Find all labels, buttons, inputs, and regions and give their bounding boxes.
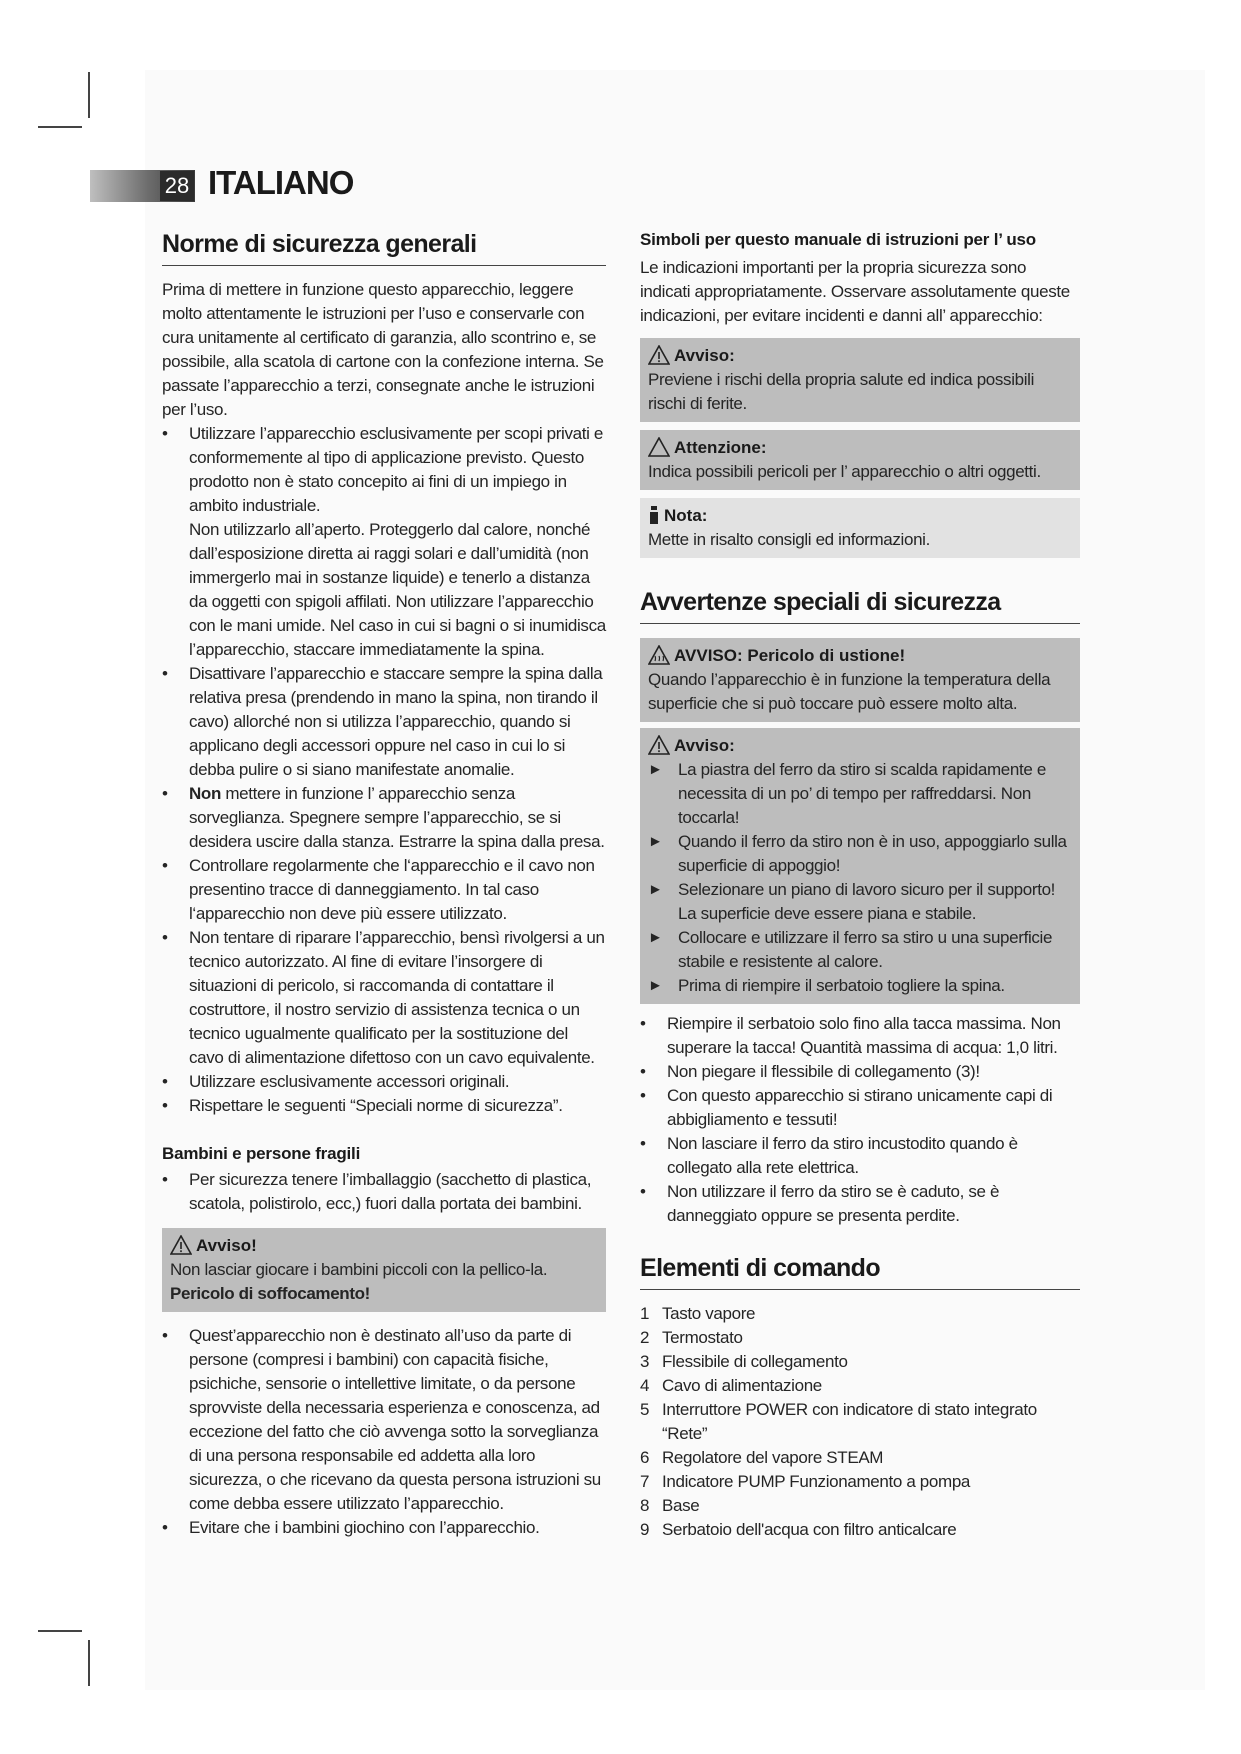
right-column [640,230,1080,1542]
info-icon [648,505,660,525]
crop-mark [88,72,90,118]
list-item: 8 Base [640,1496,700,1515]
list-item: 2 Termostato [640,1328,743,1347]
children-heading: Bambini e persone fragili [162,1144,361,1163]
list-item: ► Collocare e utilizzare il ferro sa stiro u una superficie stabile e resistente al calore. [648,926,1072,974]
controls-list [640,1302,1080,1542]
box-text: Previene i rischi della propria salute ed indica possibili rischi di ferite. [648,370,1035,413]
warning-triangle-icon [170,1235,192,1255]
crop-mark [38,126,82,128]
avviso-list [648,758,1072,998]
hot-surface-icon [648,645,670,665]
symbols-intro: Le indicazioni importanti per la propria sicurezza sono indicati appropriatamente. Osservare assolutamente queste indicazioni, per evitare incidenti e danni all’ apparecchio: [640,258,1070,325]
intro-paragraph: Prima di mettere in funzione questo apparecchio, leggere molto attentamente le istruzioni per l’uso e conservarle con cura unitamente al certificato di garanzia, allo scontrino e, se possibile, alla scatola di cartone con la confezione interna. Se passate l’apparecchio a terzi, consegnate anche le istruzioni per l’uso. [162,280,604,419]
warning-triangle-icon [648,345,670,365]
special-list [640,1012,1080,1228]
list-item-continuation: Non utilizzarlo all’aperto. Proteggerlo dal calore, nonché dall’esposizione diretta ai raggi solari e dall’umidità (non immergerlo mai in sostanze liquide) e tenerlo a distanza da oggetti con spigoli affilati. Non utilizzare l’apparecchio con le mani umide. Nel caso in cui si bagni o si inumidisca l’apparecchio, staccare immediatamente la spina. [189,520,606,659]
list-item: ► La piastra del ferro da stiro si scalda rapidamente e necessita di un po’ di tempo per raffreddarsi. Non toccarla! [648,758,1072,830]
list-item: 5 Interruttore POWER con indicatore di stato integrato “Rete” [640,1400,1037,1443]
safety-list [162,422,606,1118]
warning-title: Avviso! [170,1234,598,1258]
list-item: • Utilizzare l’apparecchio esclusivamente per scopi privati e conformemente al tipo di applicazione previsto. Questo prodotto non è stato concepito ai fini di un impiego in ambito industriale. [162,422,606,518]
list-item: 3 Flessibile di collegamento [640,1352,848,1371]
list-item: • Controllare regolarmente che l‘apparecchio e il cavo non presentino tracce di danneggiamento. In tal caso l‘apparecchio non deve più essere utilizzato. [162,854,606,926]
box-title: Attenzione: [674,438,767,457]
crop-mark [38,1630,82,1632]
crop-mark [88,1640,90,1686]
list-item: ► Selezionare un piano di lavoro sicuro per il supporto! La superficie deve essere piana e stabile. [648,878,1072,926]
list-item: ► Prima di riempire il serbatoio togliere la spina. [648,974,1072,998]
warning-text: Non lasciar giocare i bambini piccoli con la pellico-la. Pericolo di soffocamento! [170,1260,548,1303]
list-item: • Non piegare il flessibile di collegamento (3)! [640,1060,1080,1084]
box-title: Nota: [664,506,708,525]
avviso-symbol-box [640,338,1080,422]
list-item: • Utilizzare esclusivamente accessori originali. [162,1070,606,1094]
box-text: Indica possibili pericoli per l’ apparecchio o altri oggetti. [648,462,1041,481]
symbols-heading: Simboli per questo manuale di istruzioni per l’ uso [640,230,1036,249]
list-item: 4 Cavo di alimentazione [640,1376,822,1395]
box-title: Avviso: [674,736,735,755]
box-title: AVVISO: Pericolo di ustione! [674,646,906,665]
page-number: 28 [160,171,194,201]
list-item: • Riempire il serbatoio solo fino alla tacca massima. Non superare la tacca! Quantità massima di acqua: 1,0 litri. [640,1012,1080,1060]
list-item: 9 Serbatoio dell'acqua con filtro anticalcare [640,1520,957,1539]
controls-heading: Elementi di comando [640,1254,1080,1290]
list-item: • Con questo apparecchio si stirano unicamente capi di abbigliamento e tessuti! [640,1084,1080,1132]
list-item: 7 Indicatore PUMP Funzionamento a pompa [640,1472,971,1491]
list-item: • Non mettere in funzione l’ apparecchio senza sorveglianza. Spegnere sempre l’apparecchio, se si desidera uscire dalla stanza. Estrarre la spina dalla presa. [162,782,606,854]
list-item: 6 Regolatore del vapore STEAM [640,1448,884,1467]
list-item: ► Quando il ferro da stiro non è in uso, appoggiarlo sulla superficie di appoggio! [648,830,1072,878]
list-item: • Quest’apparecchio non è destinato all’uso da parte di persone (compresi i bambini) con capacità fisiche, psichiche, sensorie o intellettive limitate, o da persone sprovviste della necessaria esperienza e conoscenza, ad eccezione del fatto che ciò avvenga sotto la sorveglianza di una persona responsabile ed addetta alla loro sicurezza, o che ricevano da questa persona istruzioni su come debba essere utilizzato l’apparecchio. [162,1324,606,1516]
box-text: Mette in risalto consigli ed informazioni. [648,530,930,549]
list-item: • Rispettare le seguenti “Speciali norme di sicurezza”. [162,1094,606,1118]
children-list [162,1168,606,1216]
list-item: • Non utilizzare il ferro da stiro se è caduto, se è danneggiato oppure se presenta perdite. [640,1180,1080,1228]
avviso-warning-box [640,728,1080,1004]
warning-triangle-icon [648,735,670,755]
language-title: ITALIANO [208,164,354,201]
children-list-2 [162,1324,606,1540]
attenzione-symbol-box [640,430,1080,490]
warning-box [162,1228,606,1312]
caution-triangle-icon [648,437,670,457]
nota-symbol-box [640,498,1080,558]
list-item: • Disattivare l’apparecchio e staccare sempre la spina dalla relativa presa (prendendo in mano la spina, non tirando il cavo) allorché non si utilizza l’apparecchio, quando si applicano degli accessori oppure nel caso in cui lo si debba pulire o si siano manifestate anomalie. [162,662,606,782]
burn-warning-box [640,638,1080,722]
box-title: Avviso: [674,346,735,365]
special-safety-heading: Avvertenze speciali di sicurezza [640,588,1080,624]
left-column [162,230,606,1540]
list-item: • Evitare che i bambini giochino con l’apparecchio. [162,1516,606,1540]
list-item: • Non tentare di riparare l’apparecchio, bensì rivolgersi a un tecnico autorizzato. Al fine di evitare l’insorgere di situazioni di pericolo, si raccomanda di contattare il costruttore, il nostro servizio di assistenza tecnica o un tecnico ugualmente qualificato per la sostituzione del cavo di alimentazione difettoso con un cavo equivalente. [162,926,606,1070]
list-item: • Per sicurezza tenere l’imballaggio (sacchetto di plastica, scatola, polistirolo, ecc,) fuori dalla portata dei bambini. [162,1168,606,1216]
list-item: 1 Tasto vapore [640,1304,756,1323]
box-text: Quando l’apparecchio è in funzione la temperatura della superficie che si può toccare può essere molto alta. [648,670,1051,713]
general-safety-heading: Norme di sicurezza generali [162,230,606,266]
list-item: • Non lasciare il ferro da stiro incustodito quando è collegato alla rete elettrica. [640,1132,1080,1180]
